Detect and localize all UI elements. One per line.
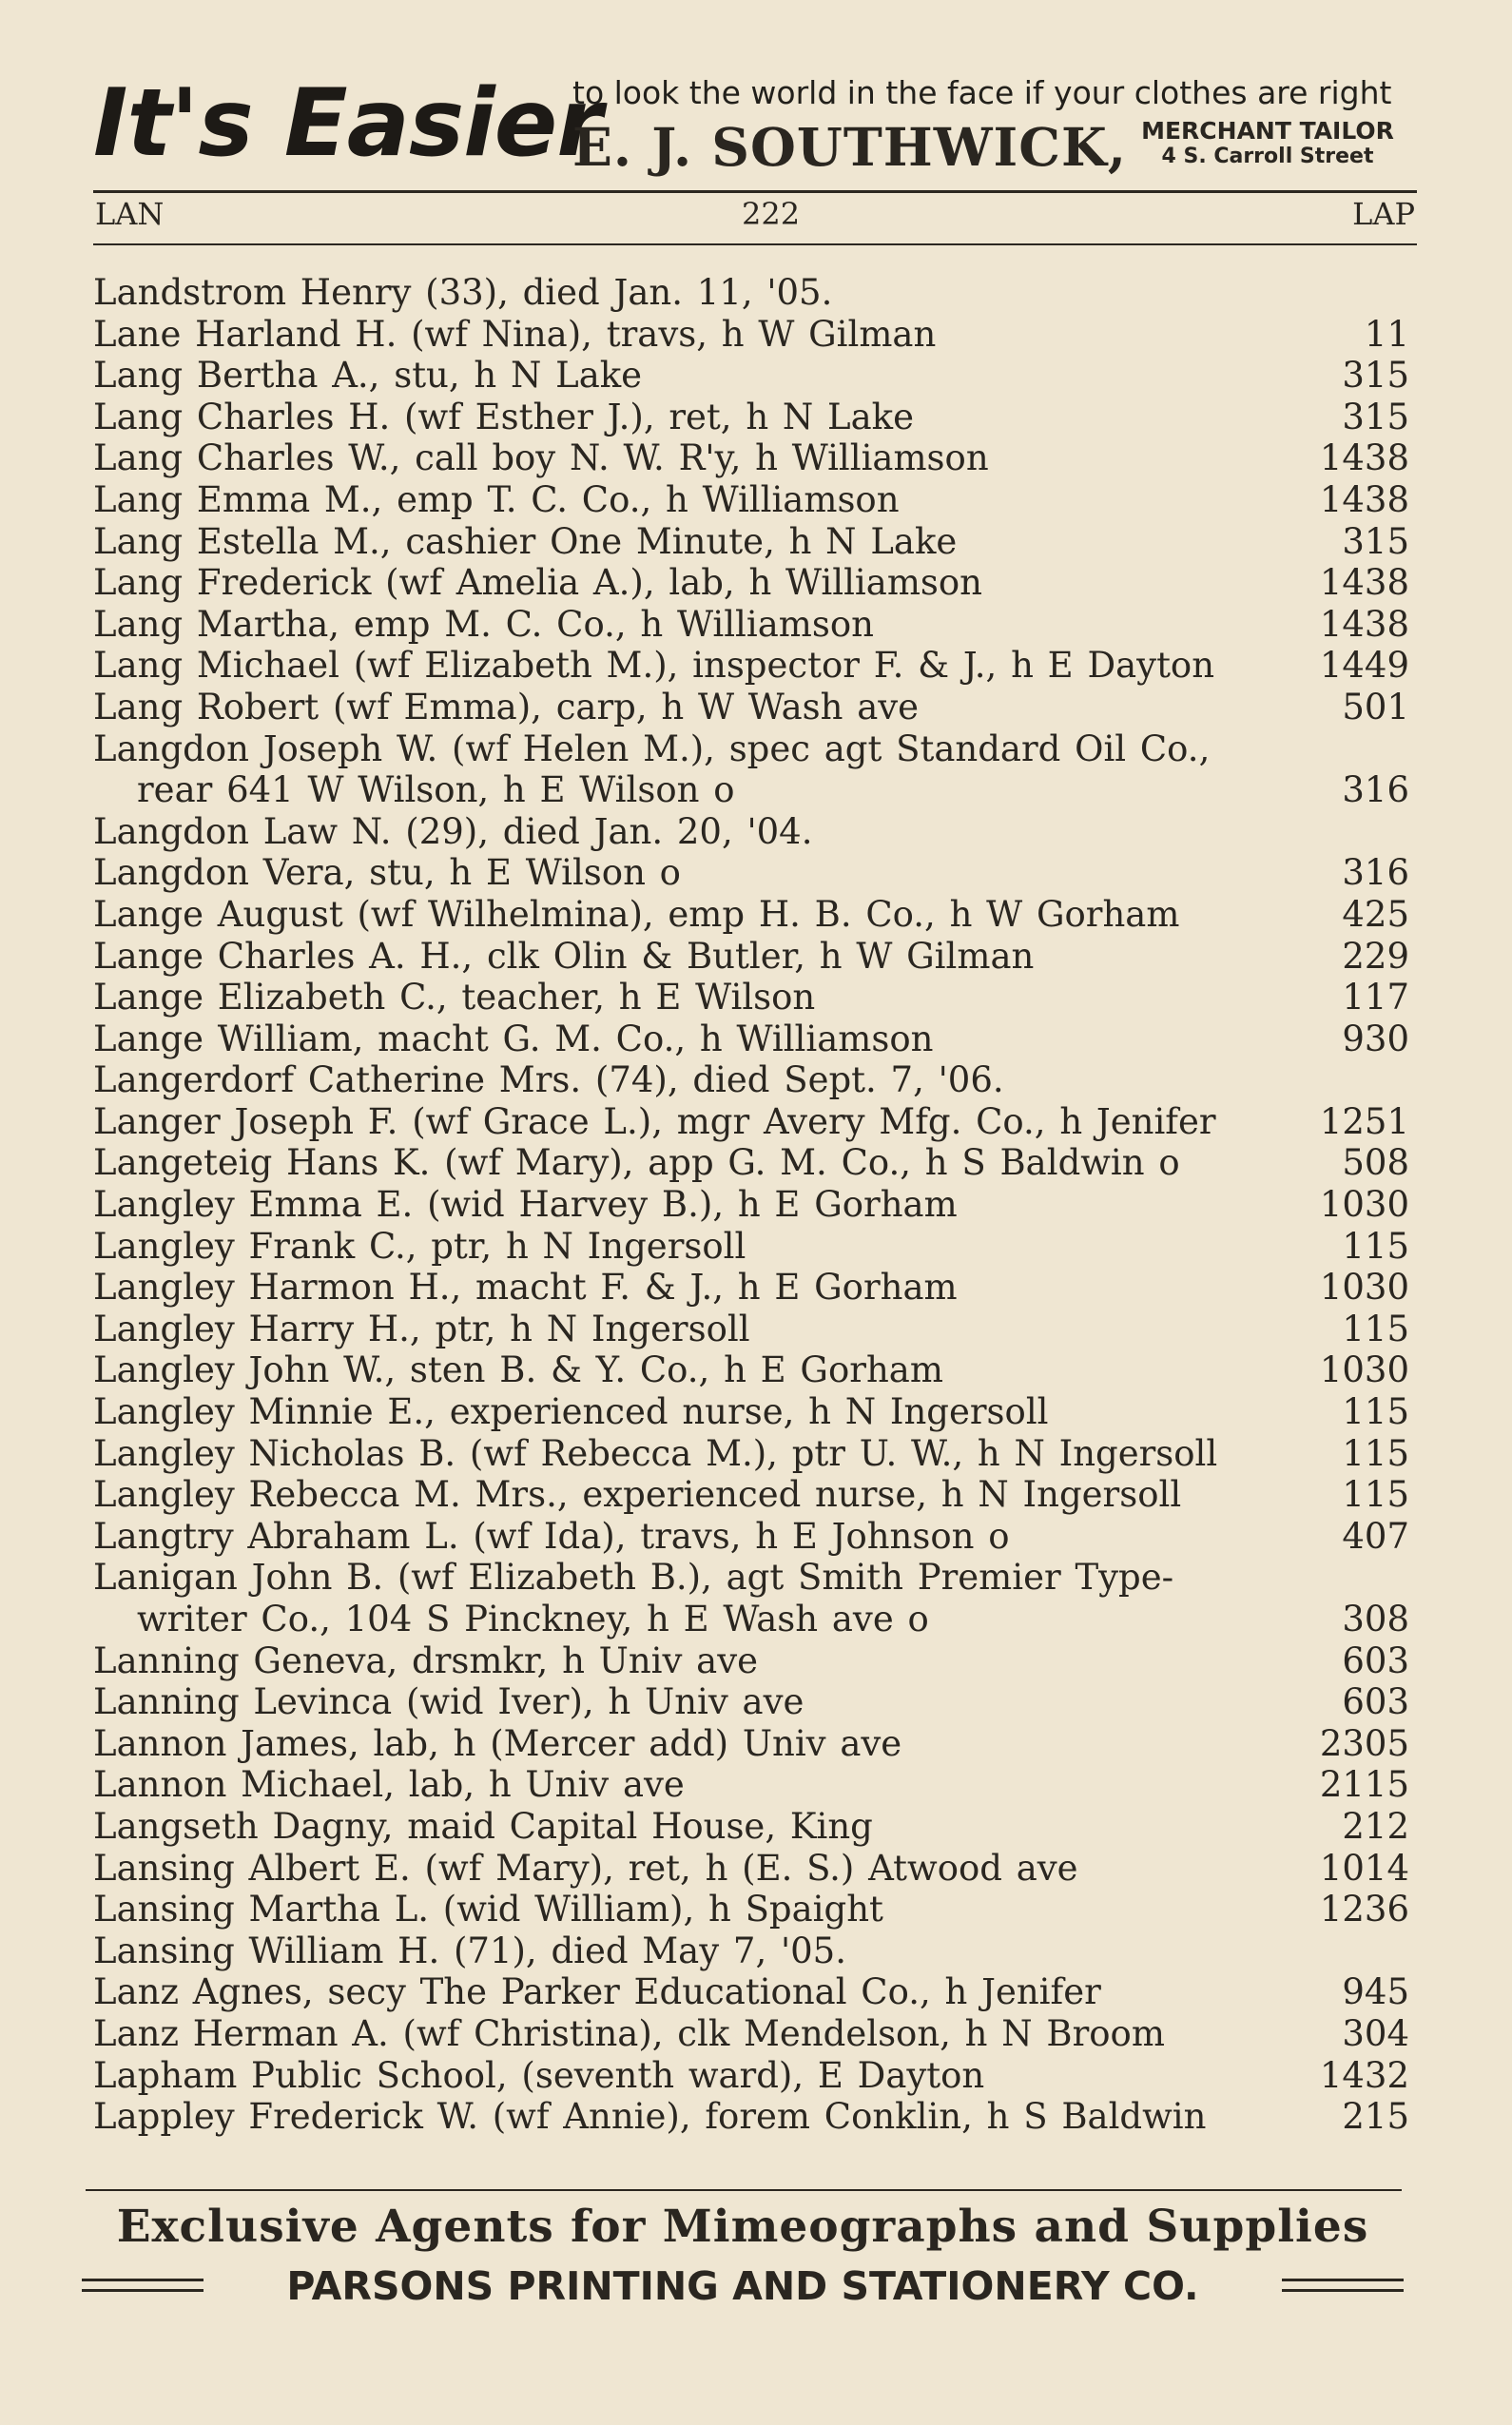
entry-text: Lang Robert (wf Emma), carp, h W Wash ave xyxy=(93,686,920,728)
entry-house-number: 1251 xyxy=(1319,1100,1409,1142)
entry-text: Lansing Martha L. (wid William), h Spaight xyxy=(93,1889,883,1930)
entry-house-number: 115 xyxy=(1342,1474,1409,1516)
directory-entry xyxy=(93,811,1409,853)
entry-text: Langley Nicholas B. (wf Rebecca M.), ptr U. W., h N Ingersoll xyxy=(93,1432,1218,1474)
entry-house-number: 308 xyxy=(1342,1599,1409,1639)
ad-slogan: It's Easier xyxy=(93,69,602,178)
entry-house-number: 1236 xyxy=(1319,1889,1409,1930)
directory-entry xyxy=(93,936,1409,978)
entry-text: Langley Harry H., ptr, h N Ingersoll xyxy=(93,1308,750,1349)
entry-house-number: 603 xyxy=(1342,1639,1409,1681)
directory-entry xyxy=(93,1433,1409,1475)
directory-entry xyxy=(93,1474,1409,1516)
entry-continuation: writer Co., 104 S Pinckney, h E Wash ave o xyxy=(137,1599,929,1639)
entry-house-number: 501 xyxy=(1342,686,1409,728)
entry-text: Lanning Geneva, drsmkr, h Univ ave xyxy=(93,1639,759,1681)
directory-entry xyxy=(93,272,1409,314)
directory-entry xyxy=(93,1889,1409,1930)
directory-entry xyxy=(93,728,1409,811)
entry-house-number: 603 xyxy=(1342,1681,1409,1723)
directory-entry xyxy=(93,2013,1409,2055)
entry-house-number: 1030 xyxy=(1319,1184,1409,1226)
entry-text: Langdon Vera, stu, h E Wilson o xyxy=(93,852,681,894)
bottom-advertisement xyxy=(82,2199,1404,2313)
entry-house-number: 11 xyxy=(1364,313,1409,355)
entry-house-number: 115 xyxy=(1342,1432,1409,1474)
entry-house-number: 1438 xyxy=(1319,478,1409,520)
entry-house-number: 115 xyxy=(1342,1225,1409,1267)
entry-house-number: 1438 xyxy=(1319,603,1409,645)
directory-entry xyxy=(93,314,1409,356)
header-top-rule xyxy=(93,190,1417,193)
directory-entry xyxy=(93,1309,1409,1350)
ad-tagline: to look the world in the face if your clothes are right xyxy=(572,74,1392,111)
entry-house-number: 425 xyxy=(1342,893,1409,935)
directory-entries xyxy=(93,272,1409,2138)
entry-text: Lanning Levinca (wid Iver), h Univ ave xyxy=(93,1681,804,1723)
directory-entry xyxy=(93,1806,1409,1848)
entry-text: Lang Charles W., call boy N. W. R'y, h Williamson xyxy=(93,437,989,479)
directory-entry xyxy=(93,1226,1409,1268)
entry-house-number: 2115 xyxy=(1319,1764,1409,1806)
entry-text: Lanz Herman A. (wf Christina), clk Mendelson, h N Broom xyxy=(93,2012,1165,2054)
directory-entry xyxy=(93,1971,1409,2013)
entry-house-number: 212 xyxy=(1342,1805,1409,1847)
entry-text: Lang Estella M., cashier One Minute, h N Lake xyxy=(93,520,958,562)
entry-text: Langeteig Hans K. (wf Mary), app G. M. Co., h S Baldwin o xyxy=(93,1142,1180,1184)
running-head-left: LAN xyxy=(95,196,165,232)
entry-text: Lansing William H. (71), died May 7, '05. xyxy=(93,1930,846,1971)
entry-house-number: 1432 xyxy=(1319,2054,1409,2096)
header-bottom-rule xyxy=(93,243,1417,245)
directory-entry xyxy=(93,1142,1409,1184)
entry-house-number: 407 xyxy=(1342,1515,1409,1557)
entry-house-number: 315 xyxy=(1342,396,1409,437)
entry-house-number: 316 xyxy=(1342,769,1409,811)
directory-entry xyxy=(93,1848,1409,1890)
directory-entry xyxy=(93,977,1409,1018)
directory-entry xyxy=(93,894,1409,936)
entry-text: Lange Elizabeth C., teacher, h E Wilson xyxy=(93,977,816,1018)
entry-text: Langley Emma E. (wid Harvey B.), h E Gorham xyxy=(93,1184,958,1226)
entry-house-number: 117 xyxy=(1342,977,1409,1018)
directory-entry xyxy=(93,1059,1409,1101)
entry-house-number: 945 xyxy=(1342,1971,1409,2013)
entry-text: Lane Harland H. (wf Nina), travs, h W Gilman xyxy=(93,313,937,355)
entry-text: Langseth Dagny, maid Capital House, King xyxy=(93,1805,873,1847)
ad-trade: MERCHANT TAILOR xyxy=(1141,117,1394,145)
entry-text: Lang Frederick (wf Amelia A.), lab, h Williamson xyxy=(93,562,982,604)
directory-entry xyxy=(93,2055,1409,2097)
entry-house-number: 115 xyxy=(1342,1391,1409,1433)
entry-house-number: 1030 xyxy=(1319,1267,1409,1309)
directory-entry xyxy=(93,521,1409,563)
entry-text: Lang Charles H. (wf Esther J.), ret, h N Lake xyxy=(93,396,914,437)
directory-entry xyxy=(93,604,1409,646)
entry-text: Langer Joseph F. (wf Grace L.), mgr Avery Mfg. Co., h Jenifer xyxy=(93,1100,1216,1142)
directory-entry xyxy=(93,1018,1409,1060)
entry-text: Lanigan John B. (wf Elizabeth B.), agt Smith Premier Type- xyxy=(93,1557,1174,1599)
directory-entry xyxy=(93,1267,1409,1309)
entry-house-number: 2305 xyxy=(1319,1722,1409,1764)
directory-entry xyxy=(93,687,1409,728)
entry-house-number: 930 xyxy=(1342,1018,1409,1059)
entry-text: Langtry Abraham L. (wf Ida), travs, h E Johnson o xyxy=(93,1515,1010,1557)
entry-house-number: 115 xyxy=(1342,1308,1409,1349)
entry-text: Lang Bertha A., stu, h N Lake xyxy=(93,355,643,397)
entry-text: Langley Frank C., ptr, h N Ingersoll xyxy=(93,1225,746,1267)
directory-entry xyxy=(93,1184,1409,1226)
entry-house-number: 1438 xyxy=(1319,437,1409,479)
entry-house-number: 315 xyxy=(1342,355,1409,397)
entry-house-number: 1438 xyxy=(1319,562,1409,604)
footer-top-rule xyxy=(86,2189,1402,2191)
entry-text: Langdon Law N. (29), died Jan. 20, '04. xyxy=(93,810,813,852)
directory-entry xyxy=(93,479,1409,521)
ad-address: 4 S. Carroll Street xyxy=(1161,145,1374,168)
entry-text: Lappley Frederick W. (wf Annie), forem Conklin, h S Baldwin xyxy=(93,2096,1207,2138)
entry-house-number: 229 xyxy=(1342,935,1409,977)
running-head-right: LAP xyxy=(1352,196,1415,232)
directory-entry xyxy=(93,1516,1409,1558)
entry-text: Lannon Michael, lab, h Univ ave xyxy=(93,1764,685,1806)
entry-text: Lansing Albert E. (wf Mary), ret, h (E. S.) Atwood ave xyxy=(93,1847,1078,1889)
directory-entry xyxy=(93,1681,1409,1723)
entry-house-number: 304 xyxy=(1342,2012,1409,2054)
entry-house-number: 508 xyxy=(1342,1142,1409,1184)
directory-entry xyxy=(93,2096,1409,2138)
directory-entry xyxy=(93,1557,1409,1639)
directory-entry xyxy=(93,355,1409,397)
entry-text: Langley Rebecca M. Mrs., experienced nurse, h N Ingersoll xyxy=(93,1474,1182,1516)
entry-text: Lang Emma M., emp T. C. Co., h Williamson xyxy=(93,478,900,520)
top-advertisement xyxy=(93,67,1415,181)
entry-text: Langdon Joseph W. (wf Helen M.), spec agt Standard Oil Co., xyxy=(93,728,1211,769)
directory-entry xyxy=(93,1640,1409,1682)
entry-text: Langley Minnie E., experienced nurse, h N Ingersoll xyxy=(93,1391,1049,1433)
entry-continuation: rear 641 W Wilson, h E Wilson o xyxy=(137,769,735,811)
directory-entry xyxy=(93,1101,1409,1143)
directory-entry xyxy=(93,562,1409,604)
running-head xyxy=(95,196,1415,234)
entry-text: Lange August (wf Wilhelmina), emp H. B. Co., h W Gorham xyxy=(93,893,1180,935)
directory-entry xyxy=(93,1764,1409,1806)
entry-text: Langley John W., sten B. & Y. Co., h E Gorham xyxy=(93,1349,943,1391)
entry-house-number: 215 xyxy=(1342,2096,1409,2138)
entry-text: Landstrom Henry (33), died Jan. 11, '05. xyxy=(93,272,833,313)
entry-text: Lanz Agnes, secy The Parker Educational Co., h Jenifer xyxy=(93,1971,1101,2013)
entry-house-number: 1014 xyxy=(1319,1847,1409,1889)
entry-text: Lannon James, lab, h (Mercer add) Univ ave xyxy=(93,1722,902,1764)
ad-firm-name: E. J. SOUTHWICK, xyxy=(572,116,1127,178)
entry-text: Lang Michael (wf Elizabeth M.), inspector F. & J., h E Dayton xyxy=(93,645,1215,687)
entry-house-number: 315 xyxy=(1342,520,1409,562)
entry-text: Langerdorf Catherine Mrs. (74), died Sept. 7, '06. xyxy=(93,1059,1004,1101)
directory-entry xyxy=(93,1391,1409,1433)
ad-double-rule-right xyxy=(1282,2279,1404,2292)
directory-entry xyxy=(93,1349,1409,1391)
entry-house-number: 316 xyxy=(1342,852,1409,894)
entry-text: Lange Charles A. H., clk Olin & Butler, h W Gilman xyxy=(93,935,1035,977)
ad-bottom-line2-wrap xyxy=(82,2260,1404,2313)
directory-entry xyxy=(93,1930,1409,1972)
page-number: 222 xyxy=(742,196,801,232)
directory-entry xyxy=(93,397,1409,438)
entry-house-number: 1449 xyxy=(1319,645,1409,687)
entry-house-number: 1030 xyxy=(1319,1349,1409,1391)
entry-text: Lange William, macht G. M. Co., h Williamson xyxy=(93,1018,934,1059)
directory-entry xyxy=(93,437,1409,479)
entry-text: Lang Martha, emp M. C. Co., h Williamson xyxy=(93,603,874,645)
ad-bottom-line1: Exclusive Agents for Mimeographs and Supplies xyxy=(116,2201,1369,2253)
directory-entry xyxy=(93,645,1409,687)
entry-text: Lapham Public School, (seventh ward), E Dayton xyxy=(93,2054,985,2096)
entry-text: Langley Harmon H., macht F. & J., h E Gorham xyxy=(93,1267,958,1309)
directory-entry xyxy=(93,852,1409,894)
directory-entry xyxy=(93,1723,1409,1765)
ad-bottom-company: PARSONS PRINTING AND STATIONERY CO. xyxy=(286,2263,1199,2309)
